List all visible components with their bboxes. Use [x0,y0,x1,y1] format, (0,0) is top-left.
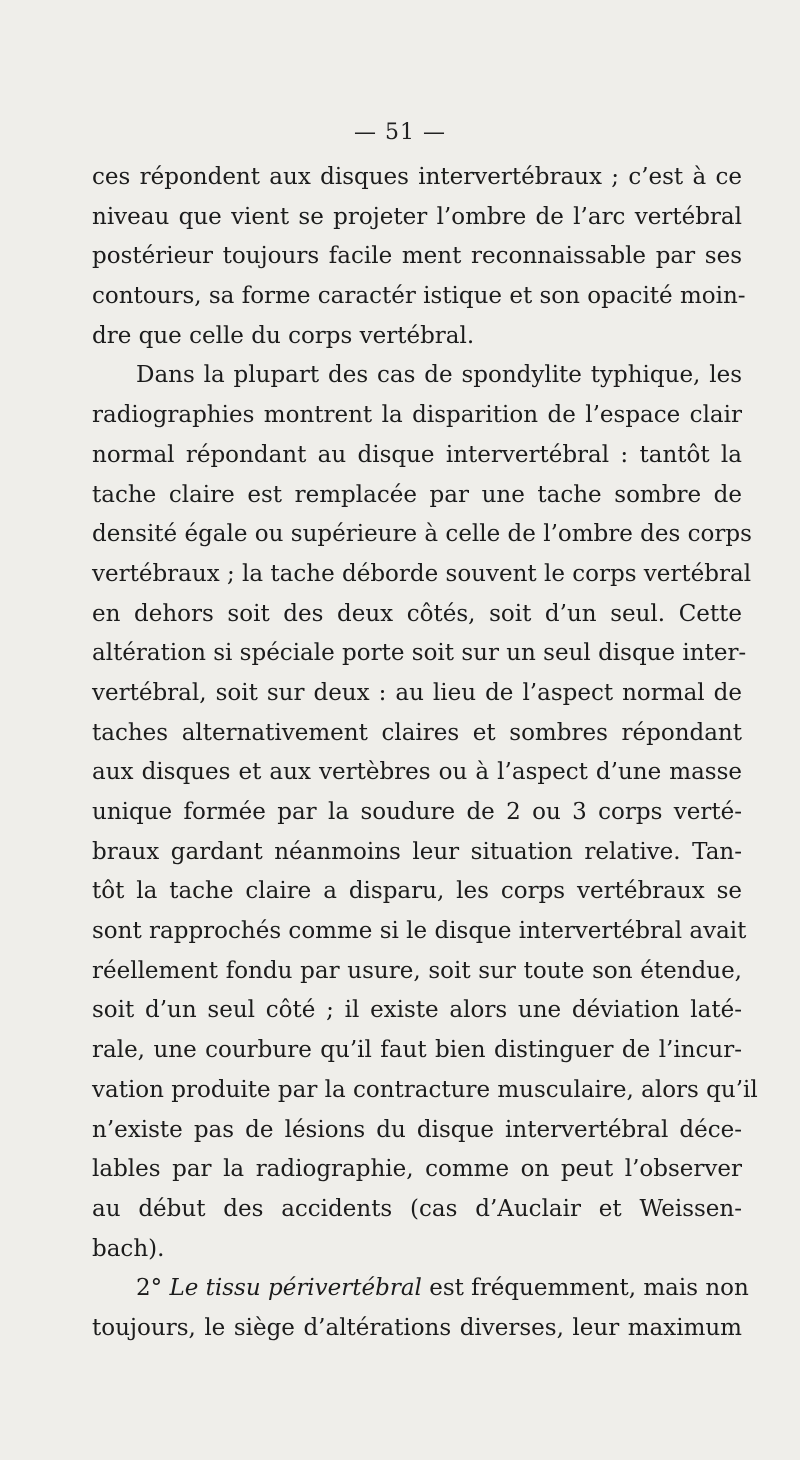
text-line: tôt la tache claire a disparu, les corps vertébraux se [92,878,742,905]
text-line: radiographies montrent la disparition de l’espace clair [92,402,742,429]
text-line: réellement fondu par usure, soit sur toute son étendue, [92,957,742,984]
text-line: sont rapprochés comme si le disque intervertébral avait [92,918,747,945]
text-line: Dans la plupart des cas de spondylite typhique, les [136,362,742,389]
text-line: au début des accidents (cas d’Auclair et Weissen- [92,1195,742,1222]
text-line: vertébraux ; la tache déborde souvent le corps vertébral [92,560,752,587]
text-line: unique formée par la soudure de 2 ou 3 corps verté- [92,799,742,825]
text-line: taches alternativement claires et sombres répondant [92,719,742,746]
page-number: — 51 — [354,120,446,145]
text-line: altération si spéciale porte soit sur un seul disque inter- [92,640,747,667]
text-line: vertébral, soit sur deux : au lieu de l’aspect normal de [92,679,742,706]
text-line: n’existe pas de lésions du disque intervertébral déce- [92,1116,742,1143]
text-line: bach). [92,1235,165,1262]
text-line: lables par la radiographie, comme on peut l’observer [92,1156,742,1183]
text-line: rale, une courbure qu’il faut bien distinguer de l’incur- [92,1037,742,1064]
body-text [92,158,758,1349]
italic-term: Le tissu périvertébral [169,1275,422,1302]
text-line: ces répondent aux disques intervertébraux ; c’est à ce [92,164,742,190]
text-line: tache claire est remplacée par une tache sombre de [92,481,742,508]
text-line: densité égale ou supérieure à celle de l’ombre des corps [92,521,752,548]
text-line: postérieur toujours facile ment reconnaissable par ses [92,243,742,270]
numbered-paragraph-line [92,1269,749,1309]
text-line: soit d’un seul côté ; il existe alors une déviation laté- [92,997,742,1024]
text-line: niveau que vient se projeter l’ombre de l’arc vertébral [92,203,742,230]
text-line: toujours, le siège d’altérations diverses, leur maximum [92,1314,742,1341]
text-line: dre que celle du corps vertébral. [92,322,475,349]
section-number: 2° [136,1275,163,1302]
text-line: vation produite par la contracture musculaire, alors qu’il [92,1076,758,1103]
text-line: normal répondant au disque intervertébral : tantôt la [92,441,742,468]
text-fragment: est fréquemment, mais non [429,1275,749,1302]
text-line: contours, sa forme caractér istique et son opacité moin- [92,283,746,310]
text-line: en dehors soit des deux côtés, soit d’un seul. Cette [92,600,742,627]
text-line: braux gardant néanmoins leur situation relative. Tan- [92,838,742,865]
text-line: aux disques et aux vertèbres ou à l’aspect d’une masse [92,759,742,786]
